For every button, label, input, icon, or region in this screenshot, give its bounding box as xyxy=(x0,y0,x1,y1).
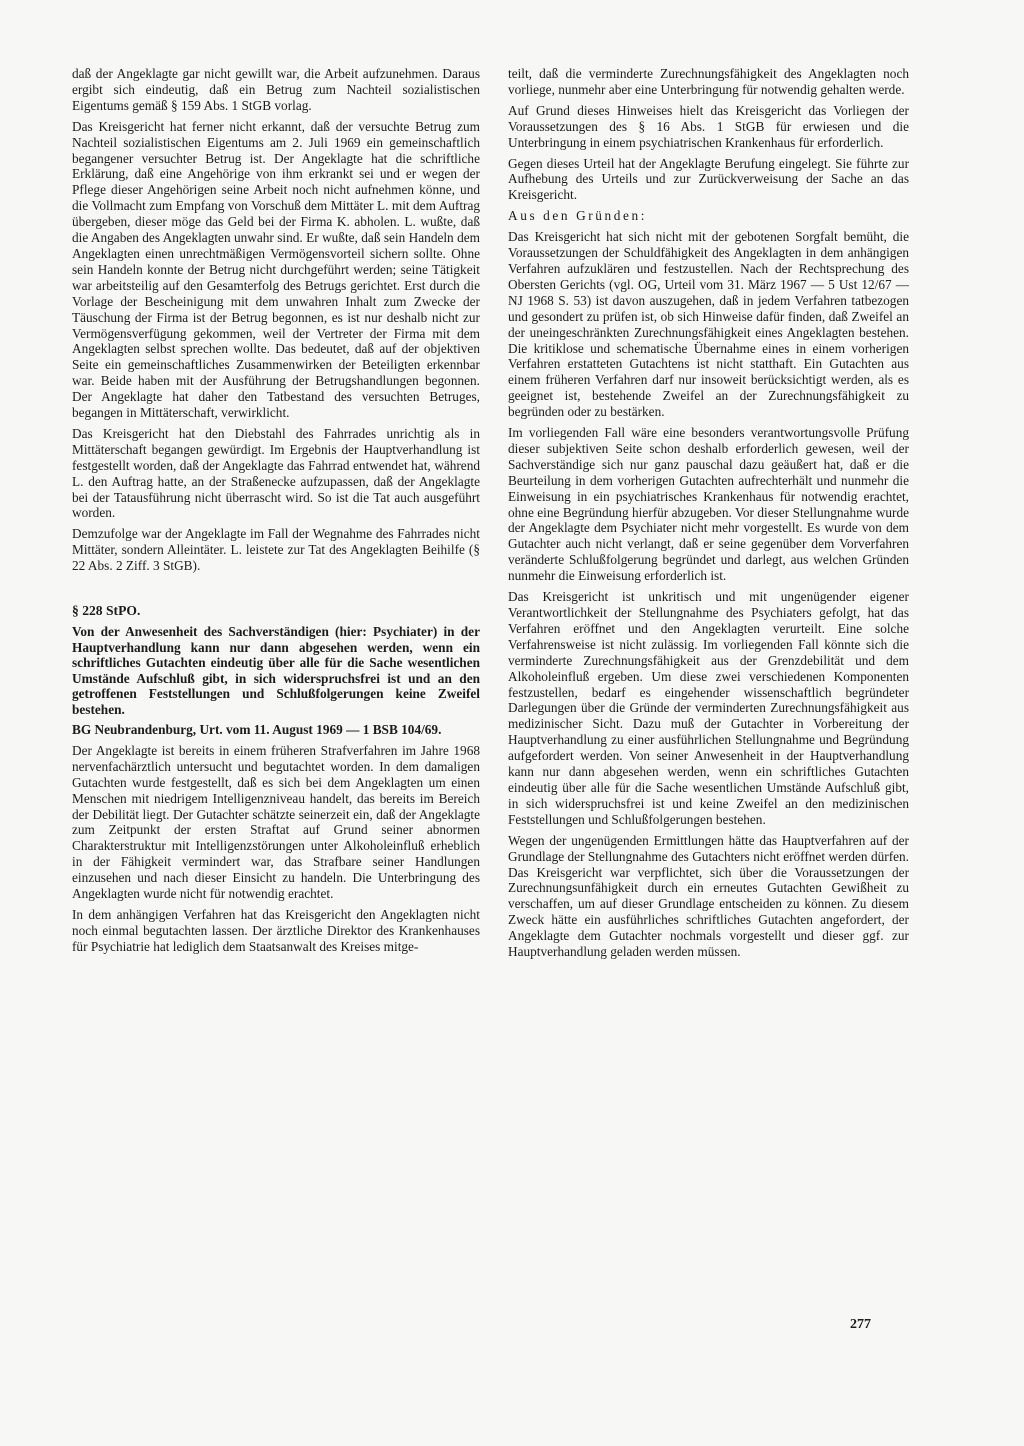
section-heading: § 228 StPO. xyxy=(72,603,141,619)
paragraph: Der Angeklagte ist bereits in einem früheren Strafverfahren im Jahre 1968 nervenfachärztlich untersucht und begutachtet worden. In dem damaligen Gutachten wurde festgestellt, daß es sich bei dem Angeklagten um einen Menschen mit niedrigem Intelligenzniveau handelt, das bereits im Bereich der Debilität liegt. Der Gutachter schätzte seinerzeit ein, daß der Angeklagte zum Zeitpunkt der ersten Straftat auf Grund seiner abnormen Charakterstruktur mit Intelligenzstörungen unter Alkoholeinfluß erheblich in der Fähigkeit vermindert war, das Strafbare seiner Handlungen einzusehen und nach dieser Einsicht zu handeln. Die Unterbringung des Angeklagten wurde nicht für notwendig erachtet. xyxy=(72,742,480,902)
paragraph: Demzufolge war der Angeklagte im Fall der Wegnahme des Fahrrades nicht Mittäter, sondern Alleintäter. L. leistete zur Tat des Angeklagten Beihilfe (§ 22 Abs. 2 Ziff. 3 StGB). xyxy=(72,526,480,574)
paragraph: Das Kreisgericht hat ferner nicht erkannt, daß der versuchte Betrug zum Nachteil sozialistischen Eigentums am 2. Juli 1969 ein gemeinschaftlich begangener versuchter Betrug ist. Der Angeklagte hat die schriftliche Erklärung, daß eine Angehörige von ihm erkrankt sei und er wegen der Pflege dieser Angehörigen seine Arbeit noch nicht aufnehmen könne, und die Vollmacht zum Empfang von Vorschuß dem Mittäter L. mit dem Auftrag übergeben, dieser möge das Geld bei der Firma K. abholen. L. wußte, daß die Angaben des Angeklagten unwahr sind. Er wußte, daß sein Handeln dem Angeklagten einen unrechtmäßigen Vermögensvorteil sichern sollte. Ohne sein Handeln konnte der Betrug nicht durchgeführt werden; seine Tätigkeit war arbeitsteilig auf den Gesamterfolg des Betrugs gerichtet. Erst durch die Vorlage der Bescheinigung mit dem unwahren Inhalt zum Zwecke der Täuschung der Firma ist der Betrug begonnen, es ist nur deshalb nicht zur Vermögensverfügung gekommen, weil der Vertreter der Firma mit dem Angeklagten selbst sprechen wollte. Das bedeutet, daß auf der objektiven Seite ein gemeinschaftliches Zusammenwirken der Beteiligten erkennbar war. Beide haben mit der Ausführung der Betrugshandlungen begonnen. Der Angeklagte hat daher den Tatbestand des versuchten Betruges, begangen in Mittäterschaft, verwirklicht. xyxy=(72,118,480,421)
reasons-heading: Aus den Gründen: xyxy=(508,208,648,224)
paragraph: Wegen der ungenügenden Ermittlungen hätte das Hauptverfahren auf der Grundlage der Stellungnahme des Gutachters nicht eröffnet werden dürfen. Das Kreisgericht war verpflichtet, sich über die Voraussetzungen der Zurechnungsunfähigkeit durch ein erneutes Gutachten Gewißheit zu verschaffen, um auf dieser Grundlage entscheiden zu können. Zu diesem Zweck hätte ein ausführliches schriftliches Gutachten angefordert, der Angeklagte dem Gutachter nochmals vorgestellt und dieser ggf. zur Hauptverhandlung geladen werden müssen. xyxy=(508,832,909,960)
headnote: Von der Anwesenheit des Sachverständigen (hier: Psychiater) in der Hauptverhandlung kann nur dann abgesehen werden, wenn ein schriftliches Gutachten eindeutig über alle für die Sache wesentlichen Umstände Aufschluß gibt, in sich widerspruchsfrei ist und an den getroffenen Feststellungen und Schlußfolgerungen keine Zweifel bestehen. xyxy=(72,624,480,717)
paragraph: teilt, daß die verminderte Zurechnungsfähigkeit des Angeklagten noch vorliege, nunmehr aber eine Unterbringung für notwendig gehalten werde. xyxy=(508,66,909,97)
paragraph: Das Kreisgericht ist unkritisch und mit ungenügender eigener Verantwortlichkeit der Stellungnahme des Psychiaters gefolgt, hat das Verfahren eröffnet und den Angeklagten verurteilt. Eine solche Verfahrensweise ist nicht zulässig. Im vorliegenden Fall könnte sich die verminderte Zurechnungsfähigkeit aus der Grenzdebilität und dem Alkoholeinfluß ergeben. Um diese zwei verschiedenen Komponenten festzustellen, bedarf es eingehender wissenschaftlich begründeter Darlegungen über die Gründe der verminderten Zurechnungsfähigkeit aus medizinischer Sicht. Dazu muß der Gutachter in Vorbereitung der Hauptverhandlung zu einer ausführlichen Stellungnahme und Begründung aufgefordert werden. Von seiner Anwesenheit in der Hauptverhandlung kann nur dann abgesehen werden, wenn ein schriftliches Gutachten eindeutig über alle für die Sache wesentlichen Umstände Aufschluß gibt, in sich widerspruchsfrei ist und keine Zweifel an den medizinischen Feststellungen und Schlußfolgerungen bestehen. xyxy=(508,589,909,827)
court-citation: BG Neubrandenburg, Urt. vom 11. August 1969 — 1 BSB 104/69. xyxy=(72,722,442,737)
paragraph: In dem anhängigen Verfahren hat das Kreisgericht den Angeklagten nicht noch einmal begutachten lassen. Der ärztliche Direktor des Krankenhauses für Psychiatrie hat lediglich dem Staatsanwalt des Kreises mitge- xyxy=(72,906,480,954)
paragraph: Das Kreisgericht hat sich nicht mit der gebotenen Sorgfalt bemüht, die Voraussetzungen der Schuldfähigkeit des Angeklagten in dem anhängigen Verfahren aufzuklären und festzustellen. Nach der Rechtsprechung des Obersten Gerichts (vgl. OG, Urteil vom 31. März 1967 — 5 Ust 12/67 — NJ 1968 S. 53) ist davon auszugehen, daß in jedem Verfahren tatbezogen und gesondert zu prüfen ist, ob sich Hinweise dafür finden, daß Zweifel an der uneingeschränkten Zurechnungsfähigkeit eines Angeklagten bestehen. Die kritiklose und schematische Übernahme eines in einem vorherigen Verfahren erstatteten Gutachtens ist nicht statthaft. Ein Gutachten aus einem früheren Verfahren darf nur insoweit berücksichtigt werden, als es geeignet ist, bestehende Zweifel an der Zurechnungsfähigkeit zu begründen oder zu bestärken. xyxy=(508,229,909,420)
paragraph: Das Kreisgericht hat den Diebstahl des Fahrrades unrichtig als in Mittäterschaft begangen gewürdigt. Im Ergebnis der Hauptverhandlung ist festgestellt worden, daß der Angeklagte das Fahrrad entwendet hat, während L. den Auftrag hatte, an der Straßenecke aufzupassen, daß der Angeklagte bei der Tatausführung nicht überrascht wird. So ist die Tat auch ausgeführt worden. xyxy=(72,425,480,521)
paragraph: Im vorliegenden Fall wäre eine besonders verantwortungsvolle Prüfung dieser subjektiven Seite schon deshalb erforderlich gewesen, weil der Sachverständige sich nur ganz pauschal dazu geäußert hat, daß er die Beurteilung in dem vorherigen Gutachten aufrechterhält und nunmehr die Einweisung in ein psychiatrisches Krankenhaus für notwendig erachtet, ohne eine Begründung hierfür abzugeben. Vor dieser Stellungnahme wurde der Angeklagte dem Psychiater nicht mehr vorgestellt. Es wurde von dem Gutachter auch nicht verlangt, daß er seine gegenüber dem Vorverfahren veränderte Schlußfolgerung begründet und darlegt, aus welchen Gründen nunmehr die Einweisung erforderlich ist. xyxy=(508,425,909,584)
paragraph: daß der Angeklagte gar nicht gewillt war, die Arbeit aufzunehmen. Daraus ergibt sich eindeutig, daß ein Betrug zum Nachteil sozialistischen Eigentums gemäß § 159 Abs. 1 StGB vorlag. xyxy=(72,66,480,113)
paragraph: Auf Grund dieses Hinweises hielt das Kreisgericht das Vorliegen der Voraussetzungen des § 16 Abs. 1 StGB für erwiesen und die Unterbringung in einem psychiatrischen Krankenhaus für erforderlich. xyxy=(508,102,909,150)
page-number: 277 xyxy=(850,1317,871,1332)
left-column xyxy=(72,66,480,960)
section-spacer xyxy=(72,579,480,603)
paragraph: Gegen dieses Urteil hat der Angeklagte Berufung eingelegt. Sie führte zur Aufhebung des Urteils und zur Zurückverweisung der Sache an das Kreisgericht. xyxy=(508,155,909,203)
right-column xyxy=(508,66,909,965)
